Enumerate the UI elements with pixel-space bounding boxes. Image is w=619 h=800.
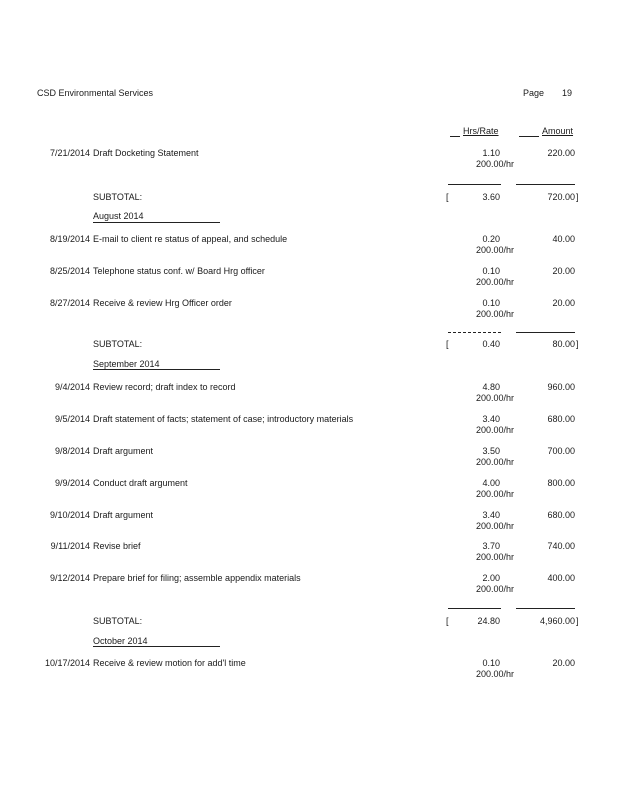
entry-rate: 200.00/hr [475, 425, 514, 435]
entry-hours: 4.00 [482, 478, 500, 488]
entry-hours: 0.10 [482, 658, 500, 668]
entry-amount: 20.00 [552, 298, 575, 308]
entry-amount: 800.00 [547, 478, 575, 488]
entry-description: E-mail to client re status of appeal, and schedule [93, 234, 288, 244]
subtotal-rule-amount [516, 332, 575, 333]
entry-date: 9/5/2014 [54, 414, 90, 424]
subtotal-rule-hrs [448, 608, 501, 609]
subtotal-label: SUBTOTAL: [93, 616, 143, 626]
month-heading-underline [93, 222, 220, 223]
entry-date: 8/19/2014 [49, 234, 90, 244]
entry-hours: 0.10 [482, 298, 500, 308]
month-heading: August 2014 [93, 211, 144, 221]
entry-date: 9/4/2014 [54, 382, 90, 392]
entry-rate: 200.00/hr [475, 669, 514, 679]
page-number: 19 [562, 88, 573, 98]
entry-date: 8/25/2014 [49, 266, 90, 276]
page-label: Page [523, 88, 545, 98]
entry-rate: 200.00/hr [475, 245, 514, 255]
entry-date: 10/17/2014 [44, 658, 90, 668]
month-heading: October 2014 [93, 636, 148, 646]
subtotal-label: SUBTOTAL: [93, 192, 143, 202]
entry-rate: 200.00/hr [475, 159, 514, 169]
entry-hours: 1.10 [482, 148, 500, 158]
entry-rate: 200.00/hr [475, 584, 514, 594]
entry-date: 9/12/2014 [49, 573, 90, 583]
month-heading: September 2014 [93, 359, 160, 369]
entry-date: 9/11/2014 [50, 541, 90, 551]
entry-hours: 3.40 [482, 414, 500, 424]
entry-hours: 3.40 [482, 510, 500, 520]
entry-description: Draft Docketing Statement [93, 148, 199, 158]
entry-amount: 680.00 [547, 414, 575, 424]
entry-amount: 740.00 [547, 541, 575, 551]
subtotal-bracket-right: ] [576, 192, 579, 202]
subtotal-label: SUBTOTAL: [93, 339, 143, 349]
entry-description: Draft statement of facts; statement of case; introductory materials [93, 414, 354, 424]
entry-description: Review record; draft index to record [93, 382, 236, 392]
subtotal-bracket-left: [ [446, 192, 449, 202]
entry-description: Revise brief [93, 541, 141, 551]
entry-hours: 3.70 [482, 541, 500, 551]
subtotal-rule-hrs [448, 332, 501, 333]
column-header-underline-left [450, 136, 460, 137]
entry-hours: 2.00 [482, 573, 500, 583]
subtotal-rule-amount [516, 184, 575, 185]
entry-description: Draft argument [93, 510, 154, 520]
entry-description: Telephone status conf. w/ Board Hrg officer [93, 266, 265, 276]
column-header-amount: Amount [542, 126, 574, 136]
subtotal-bracket-right: ] [576, 616, 579, 626]
entry-amount: 960.00 [547, 382, 575, 392]
subtotal-amount: 80.00 [552, 339, 575, 349]
entry-date: 9/9/2014 [54, 478, 90, 488]
entry-amount: 220.00 [547, 148, 575, 158]
entry-date: 9/8/2014 [54, 446, 90, 456]
entry-amount: 680.00 [547, 510, 575, 520]
entry-description: Prepare brief for filing; assemble appendix materials [93, 573, 301, 583]
subtotal-hours: 3.60 [482, 192, 500, 202]
subtotal-rule-hrs [448, 184, 501, 185]
entry-rate: 200.00/hr [475, 309, 514, 319]
subtotal-bracket-left: [ [446, 616, 449, 626]
entry-date: 7/21/2014 [49, 148, 90, 158]
month-heading-underline [93, 646, 220, 647]
entry-description: Conduct draft argument [93, 478, 188, 488]
entry-hours: 3.50 [482, 446, 500, 456]
entry-rate: 200.00/hr [475, 457, 514, 467]
column-header-underline-mid [519, 136, 539, 137]
entry-amount: 40.00 [552, 234, 575, 244]
subtotal-amount: 720.00 [547, 192, 575, 202]
entry-rate: 200.00/hr [475, 277, 514, 287]
entry-date: 9/10/2014 [49, 510, 90, 520]
entry-hours: 0.20 [482, 234, 500, 244]
entry-amount: 700.00 [547, 446, 575, 456]
entry-description: Receive & review Hrg Officer order [93, 298, 232, 308]
subtotal-hours: 24.80 [477, 616, 500, 626]
entry-amount: 20.00 [552, 658, 575, 668]
subtotal-amount: 4,960.00 [539, 616, 575, 626]
entry-rate: 200.00/hr [475, 552, 514, 562]
entry-rate: 200.00/hr [475, 393, 514, 403]
entry-hours: 0.10 [482, 266, 500, 276]
entry-hours: 4.80 [482, 382, 500, 392]
month-heading-underline [93, 369, 220, 370]
subtotal-hours: 0.40 [482, 339, 500, 349]
subtotal-bracket-right: ] [576, 339, 579, 349]
entry-amount: 400.00 [547, 573, 575, 583]
entry-rate: 200.00/hr [475, 521, 514, 531]
subtotal-bracket-left: [ [446, 339, 449, 349]
subtotal-rule-amount [516, 608, 575, 609]
entry-rate: 200.00/hr [475, 489, 514, 499]
entry-description: Receive & review motion for add'l time [93, 658, 246, 668]
entry-amount: 20.00 [552, 266, 575, 276]
company-name: CSD Environmental Services [37, 88, 154, 98]
entry-description: Draft argument [93, 446, 154, 456]
entry-date: 8/27/2014 [49, 298, 90, 308]
column-header-hrs-rate: Hrs/Rate [463, 126, 499, 136]
